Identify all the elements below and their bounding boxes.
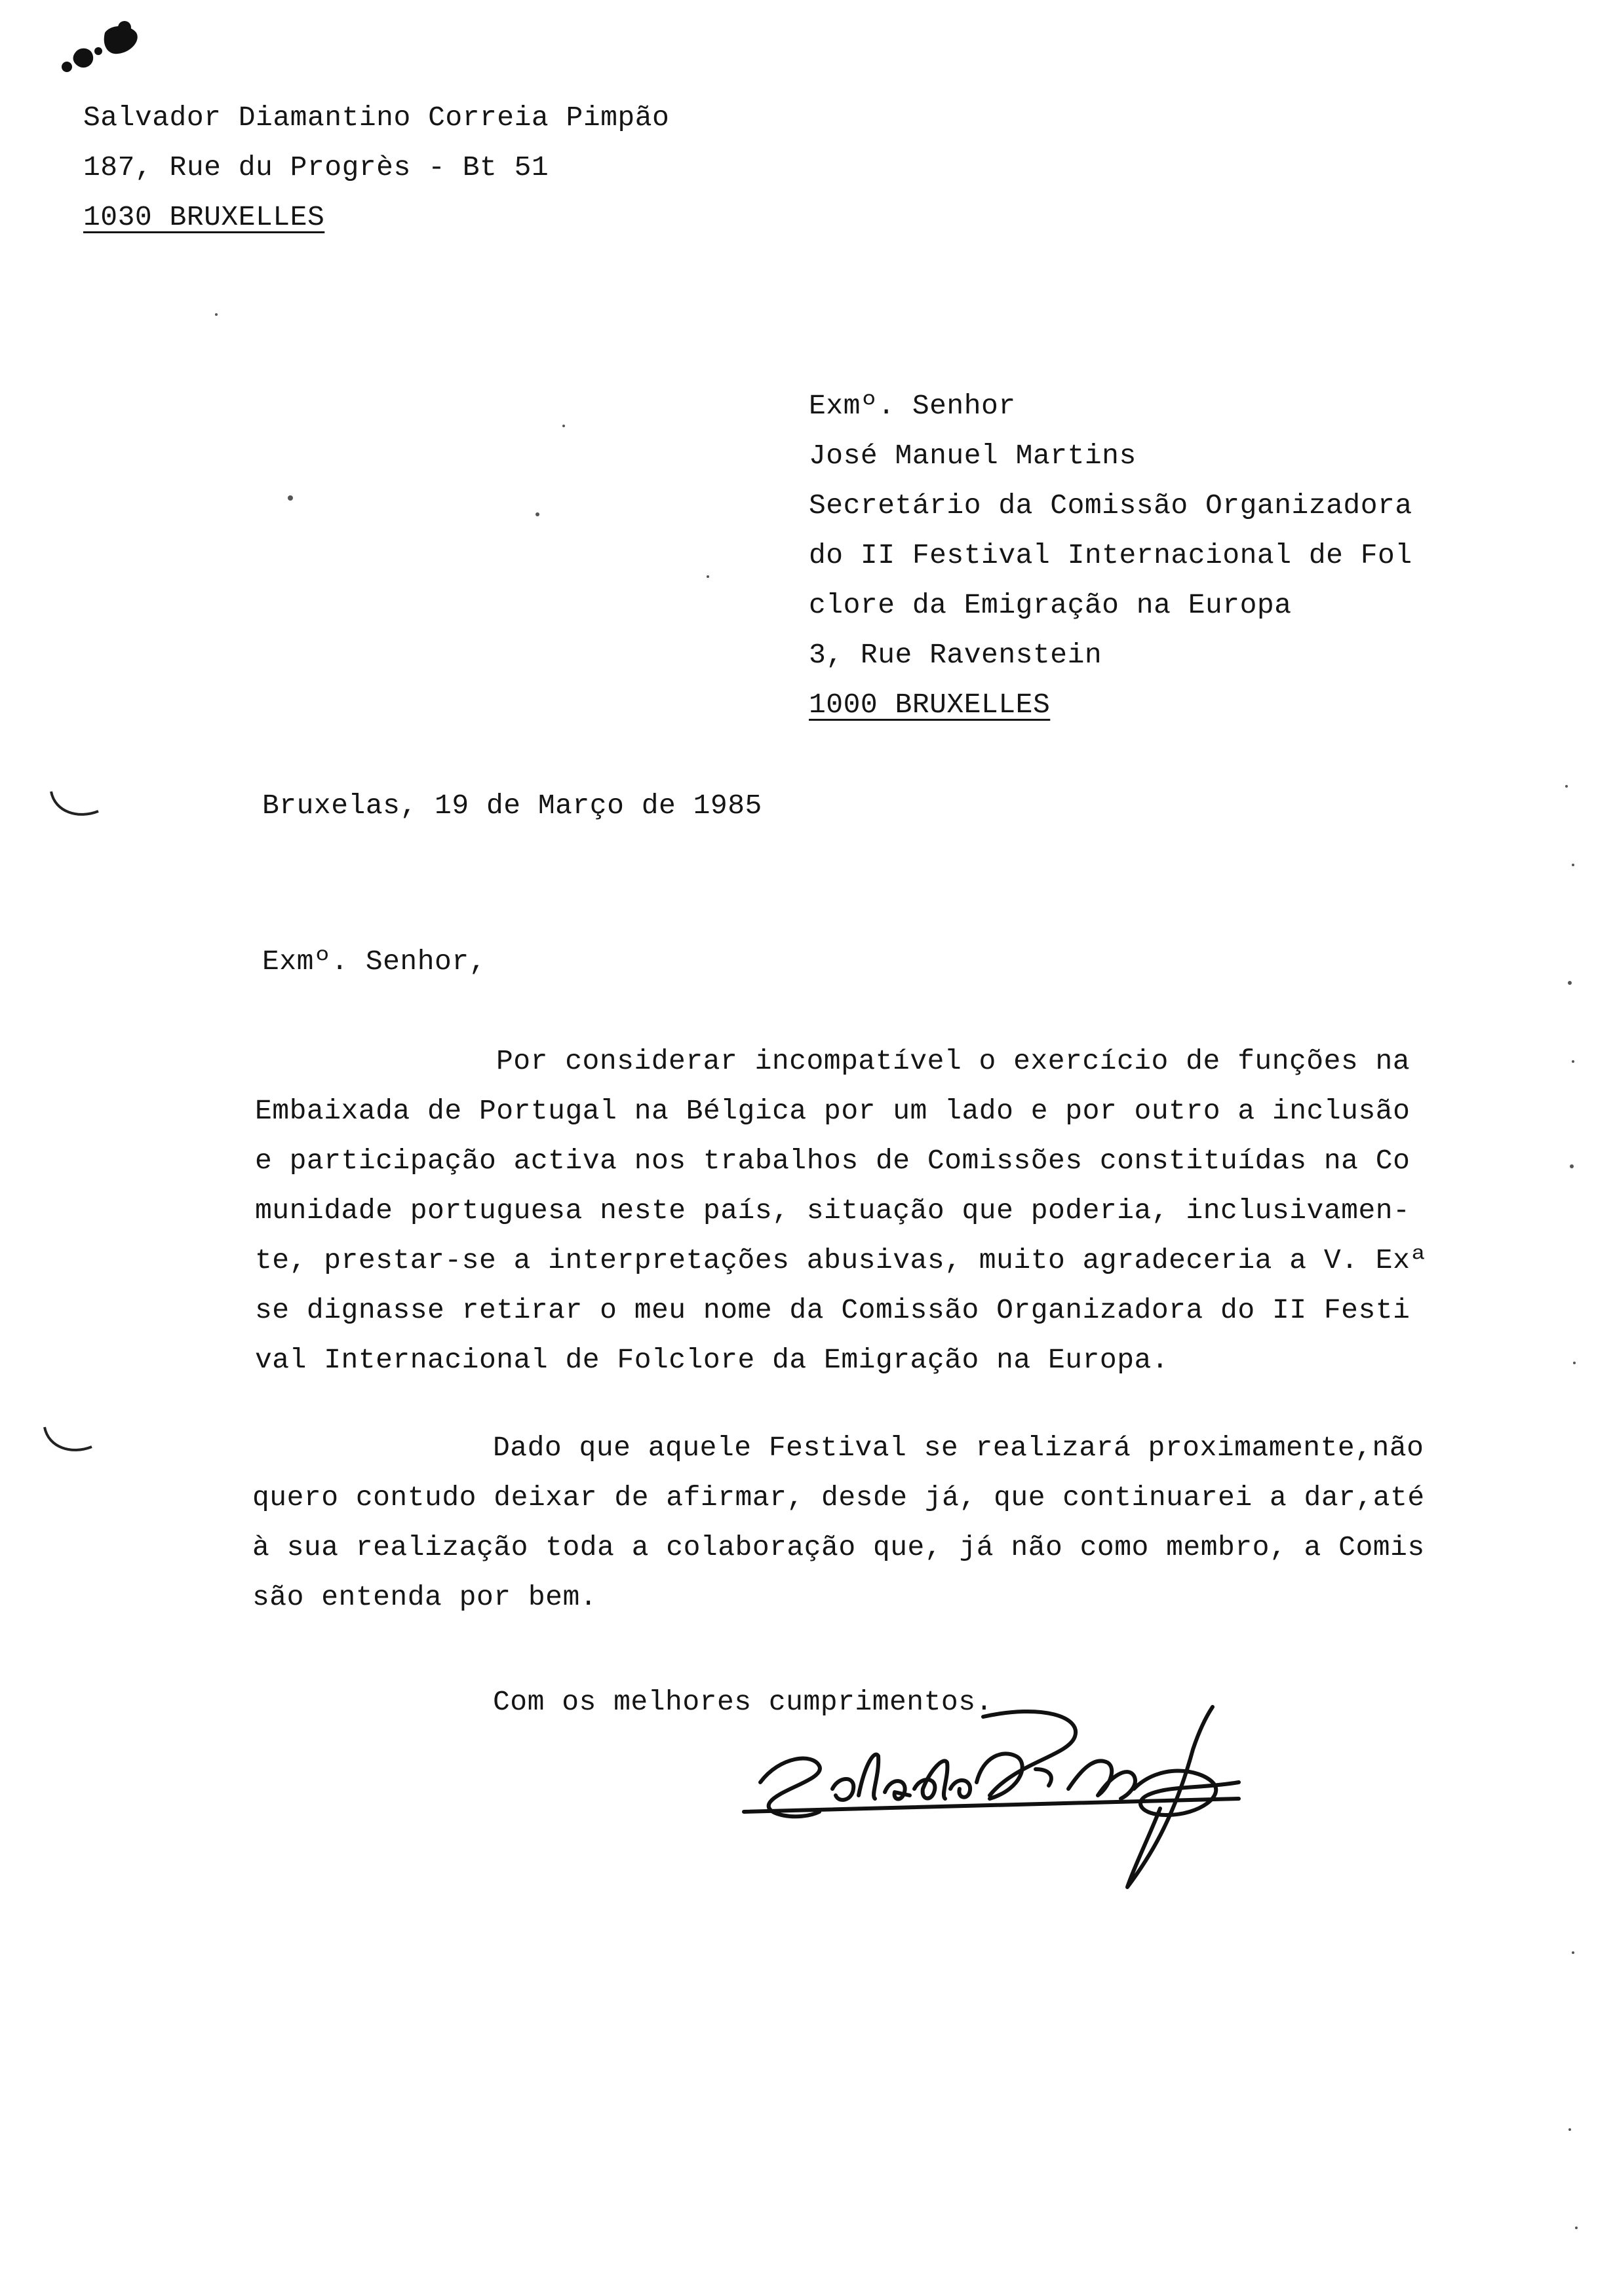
sender-city: 1030 BRUXELLES: [83, 201, 325, 233]
punch-mark-top: [46, 786, 105, 826]
handwritten-signature: [741, 1691, 1278, 1907]
recipient-salutation: Exmº. Senhor: [809, 390, 1016, 422]
paragraph1-line: e participação activa nos trabalhos de Comissões constituídas na Co: [255, 1145, 1411, 1177]
letter-date: Bruxelas, 19 de Março de 1985: [262, 790, 762, 822]
paragraph2-line: Dado que aquele Festival se realizará proximamente,não: [493, 1432, 1424, 1464]
recipient-line: 3, Rue Ravenstein: [809, 639, 1102, 671]
recipient-line: do II Festival Internacional de Fol: [809, 539, 1412, 571]
recipient-name: José Manuel Martins: [809, 440, 1137, 472]
paragraph1-line: te, prestar-se a interpretações abusivas, muito agradeceria a V. Exª: [255, 1244, 1428, 1276]
closing: Com os melhores cumprimentos.: [493, 1686, 993, 1718]
recipient-line: clore da Emigração na Europa: [809, 589, 1292, 621]
paragraph2-line: à sua realização toda a colaboração que, já não como membro, a Comis: [252, 1531, 1425, 1563]
paragraph2-line: são entenda por bem.: [252, 1581, 598, 1613]
paragraph1-line: val Internacional de Folclore da Emigração na Europa.: [255, 1344, 1169, 1376]
ink-blot-mark: [26, 13, 157, 85]
sender-name: Salvador Diamantino Correia Pimpão: [83, 102, 670, 134]
paragraph2-line: quero contudo deixar de afirmar, desde já, que continuarei a dar,até: [252, 1482, 1425, 1514]
paragraph1-line: munidade portuguesa neste país, situação que poderia, inclusivamen-: [255, 1195, 1411, 1227]
recipient-city: 1000 BRUXELLES: [809, 689, 1051, 721]
paragraph1-line: se dignasse retirar o meu nome da Comissão Organizadora do II Festi: [255, 1294, 1411, 1326]
paragraph1-line: Por considerar incompatível o exercício de funções na: [496, 1045, 1411, 1077]
punch-mark-bottom: [39, 1422, 98, 1461]
greeting: Exmº. Senhor,: [262, 946, 486, 978]
sender-address: 187, Rue du Progrès - Bt 51: [83, 151, 549, 183]
paragraph1-line: Embaixada de Portugal na Bélgica por um lado e por outro a inclusão: [255, 1095, 1411, 1127]
recipient-line: Secretário da Comissão Organizadora: [809, 489, 1412, 522]
